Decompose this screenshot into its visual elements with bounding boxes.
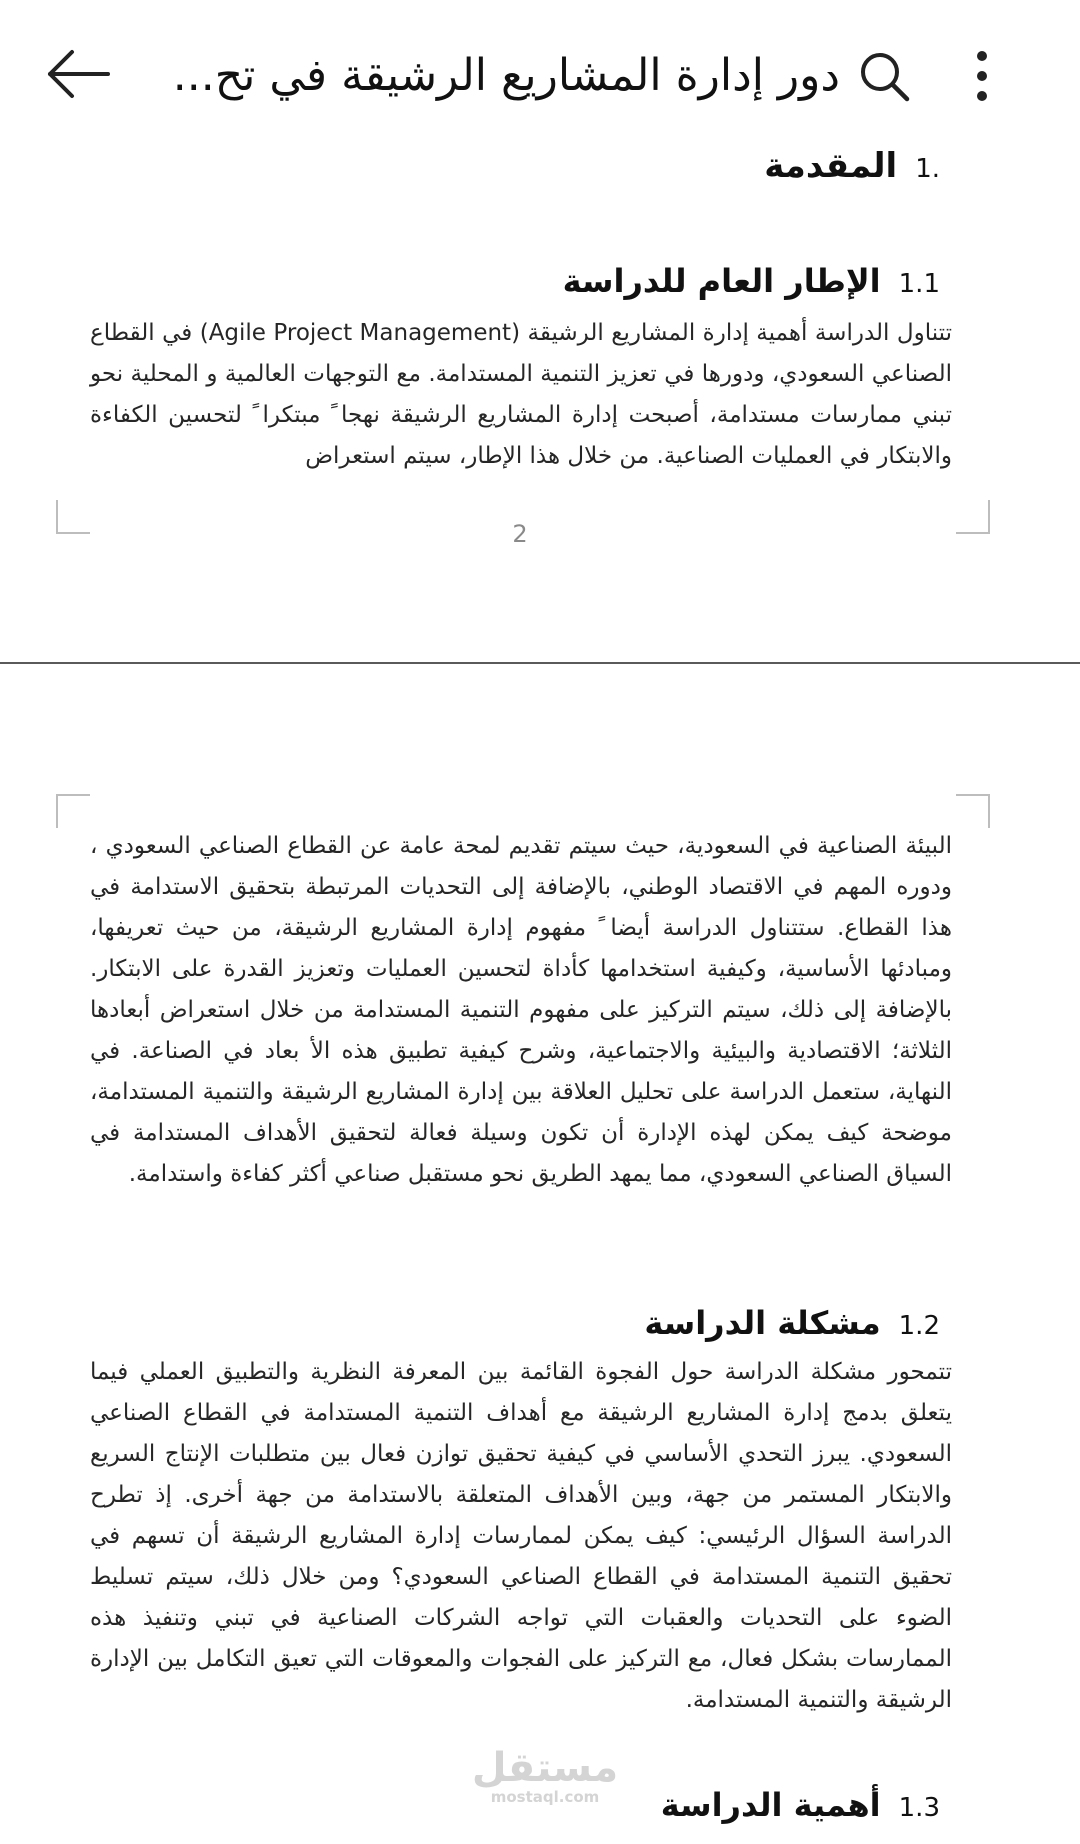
page-corner-mark xyxy=(56,794,90,828)
subsection-number: 1.3 xyxy=(898,1793,940,1823)
section-heading-introduction xyxy=(764,146,940,186)
subsection-title: الإطار العام للدراسة xyxy=(562,262,881,300)
watermark-logo xyxy=(470,1745,620,1806)
page-corner-mark xyxy=(956,794,990,828)
page-number: 2 xyxy=(512,520,528,548)
page-corner-mark xyxy=(56,500,90,534)
page-divider xyxy=(0,662,1080,664)
subsection-heading-problem xyxy=(644,1304,940,1342)
more-options-button[interactable] xyxy=(960,46,1004,106)
more-vertical-icon xyxy=(960,46,1004,106)
watermark-arabic: مستقل xyxy=(471,1745,619,1791)
top-app-bar xyxy=(0,0,1080,150)
subsection-heading-framework xyxy=(563,262,940,300)
paragraph-context: البيئة الصناعية في السعودية، حيث سيتم تقديم لمحة عامة عن القطاع الصناعي السعودي ، ودوره المهم في الاقتصاد الوطني، بالإضافة إلى التحديات المرتبطة بتحقيق الاستدامة في هذا القطاع. ستتناول الدراسة أيضا ً مفهوم إدارة المشاريع الرشيقة، من حيث تعريفها، ومبادئها الأساسية، وكيفية استخدامها كأداة لتحسين العمليات وتعزيز القدرة على الابتكار. بالإضافة إلى ذلك، سيتم التركيز على مفهوم التنمية المستدامة من خلال استعراض أبعادها الثلاثة؛ الاقتصادية والبيئية والاجتماعية، وشرح كيفية تطبيق هذه الأ بعاد في الصناعة. في النهاية، ستعمل الدراسة على تحليل العلاقة بين إدارة المشاريع الرشيقة والتنمية المستدامة، موضحة كيف يمكن لهذه الإدارة أن تكون وسيلة فعالة لتحقيق الأهداف المستدامة في السياق الصناعي السعودي، مما يمهد الطريق نحو مستقبل صناعي أكثر كفاءة واستدامة. xyxy=(90,833,952,1187)
subsection-heading-importance xyxy=(661,1786,940,1824)
section-title: المقدمة xyxy=(764,146,898,186)
subsection-number: 1.2 xyxy=(898,1311,940,1341)
paragraph-problem: تتمحور مشكلة الدراسة حول الفجوة القائمة بين المعرفة النظرية والتطبيق العملي فيما يتعلق بدمج إدارة المشاريع الرشيقة مع أهداف التنمية المستدامة في القطاع الصناعي السعودي. يبرز التحدي الأساسي في كيفية تحقيق توازن فعال بين متطلبات الإنتاج السريع والابتكار المستمر من جهة، وبين الأهداف المتعلقة بالاستدامة من جهة أخرى. إذ تطرح الدراسة السؤال الرئيسي: كيف يمكن لممارسات إدارة المشاريع الرشيقة أن تسهم في تحقيق التنمية المستدامة في القطاع الصناعي السعودي؟ ومن خلال ذلك، سيتم تسليط الضوء على التحديات والعقبات التي تواجه الشركات الصناعية في تبني وتنفيذ هذه الممارسات بشكل فعال، مع التركيز على الفجوات والمعوقات التي تعيق التكامل بين الإدارة الرشيقة والتنمية المستدامة. xyxy=(90,1359,952,1713)
subsection-title: أهمية الدراسة xyxy=(660,1786,881,1824)
arrow-left-icon xyxy=(44,44,114,104)
subsection-number: 1.1 xyxy=(898,269,940,299)
page-corner-mark xyxy=(956,500,990,534)
search-icon xyxy=(856,48,912,104)
search-button[interactable] xyxy=(856,48,912,104)
subsection-title: مشكلة الدراسة xyxy=(644,1304,881,1342)
back-button[interactable] xyxy=(44,44,114,104)
document-title: دور إدارة المشاريع الرشيقة في تح... xyxy=(172,50,840,101)
section-number: .1 xyxy=(915,154,940,184)
paragraph-framework: تتناول الدراسة أهمية إدارة المشاريع الرشيقة (Agile Project Management) في القطاع الصناعي السعودي، ودورها في تعزيز التنمية المستدامة. مع التوجهات العالمية و المحلية نحو تبني ممارسات مستدامة، أصبحت إدارة المشاريع الرشيقة نهجا ً مبتكرا ً لتحسين الكفاءة والابتكار في العمليات الصناعية. من خلال هذا الإطار، سيتم استعراض xyxy=(90,320,952,469)
watermark-latin: mostaql.com xyxy=(490,1788,600,1806)
